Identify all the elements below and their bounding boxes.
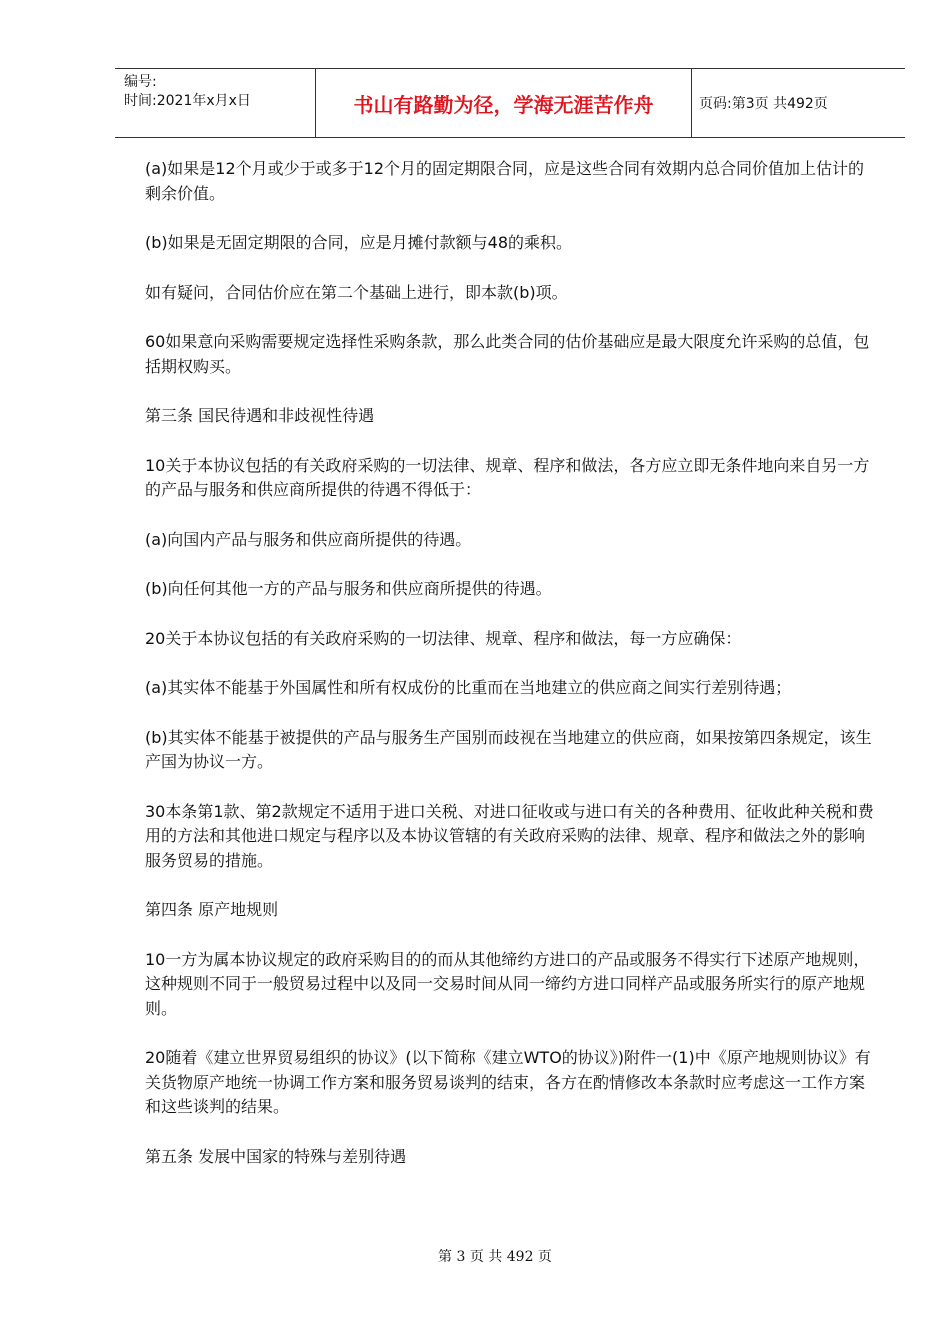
page-footer: 第 3 页 共 492 页	[438, 1249, 552, 1265]
header-page-info: 页码:第3页 共492页	[699, 96, 828, 112]
paragraph: 如有疑问，合同估价应在第二个基础上进行，即本款(b)项。	[145, 282, 568, 302]
paragraph: 10一方为属本协议规定的政府采购目的的而从其他缔约方进口的产品或服务不得实行下述原产地规则，这种规则不同于一般贸易过程中以及同一交易时间从同一缔约方进口同样产品或服务所实行的原产地规则。	[145, 949, 870, 1018]
section-heading: 第五条 发展中国家的特殊与差别待遇	[145, 1146, 407, 1166]
paragraph: 10关于本协议包括的有关政府采购的一切法律、规章、程序和做法，各方应立即无条件地向来自另一方的产品与服务和供应商所提供的待遇不得低于：	[145, 455, 870, 499]
paragraph: (a)其实体不能基于外国属性和所有权成份的比重而在当地建立的供应商之间实行差别待遇；	[145, 678, 792, 697]
header-motto: 书山有路勤为径，学海无涯苦作舟	[353, 92, 654, 117]
paragraph: (b)向任何其他一方的产品与服务和供应商所提供的待遇。	[145, 579, 552, 598]
paragraph: 20随着《建立世界贸易组织的协议》(以下简称《建立WTO的协议》)附件一(1)中《原产地规则协议》有关货物原产地统一协调工作方案和服务贸易谈判的结束，各方在酌情修改本条款时应考虑这一工作方案和这些谈判的结果。	[145, 1048, 871, 1116]
paragraph: 60如果意向采购需要规定选择性采购条款，那么此类合同的估价基础应是最大限度允许采购的总值，包括期权购买。	[145, 332, 870, 376]
paragraph: 20关于本协议包括的有关政府采购的一切法律、规章、程序和做法，每一方应确保：	[145, 628, 742, 648]
section-heading: 第三条 国民待遇和非歧视性待遇	[145, 406, 375, 425]
paragraph: (b)其实体不能基于被提供的产品与服务生产国别而歧视在当地建立的供应商，如果按第四条规定，该生产国为协议一方。	[145, 727, 872, 771]
document-time-label: 时间:2021年x月x日	[124, 93, 251, 109]
paragraph: (a)向国内产品与服务和供应商所提供的待遇。	[145, 529, 472, 549]
paragraph: (a)如果是12个月或少于或多于12个月的固定期限合同，应是这些合同有效期内总合同价值加上估计的剩余价值。	[145, 159, 865, 203]
page-header	[115, 68, 905, 138]
paragraph: 30本条第1款、第2款规定不适用于进口关税、对进口征收或与进口有关的各种费用、征收此种关税和费用的方法和其他进口规定与程序以及本协议管辖的有关政府采购的法律、规章、程序和做法之外的影响服务贸易的措施。	[145, 801, 874, 870]
document-code-label: 编号:	[124, 74, 157, 90]
header-motto-cell	[315, 69, 692, 137]
section-heading: 第四条 原产地规则	[145, 900, 279, 919]
document-body	[145, 157, 875, 1194]
paragraph: (b)如果是无固定期限的合同，应是月摊付款额与48的乘积。	[145, 233, 573, 252]
header-meta	[115, 69, 315, 137]
